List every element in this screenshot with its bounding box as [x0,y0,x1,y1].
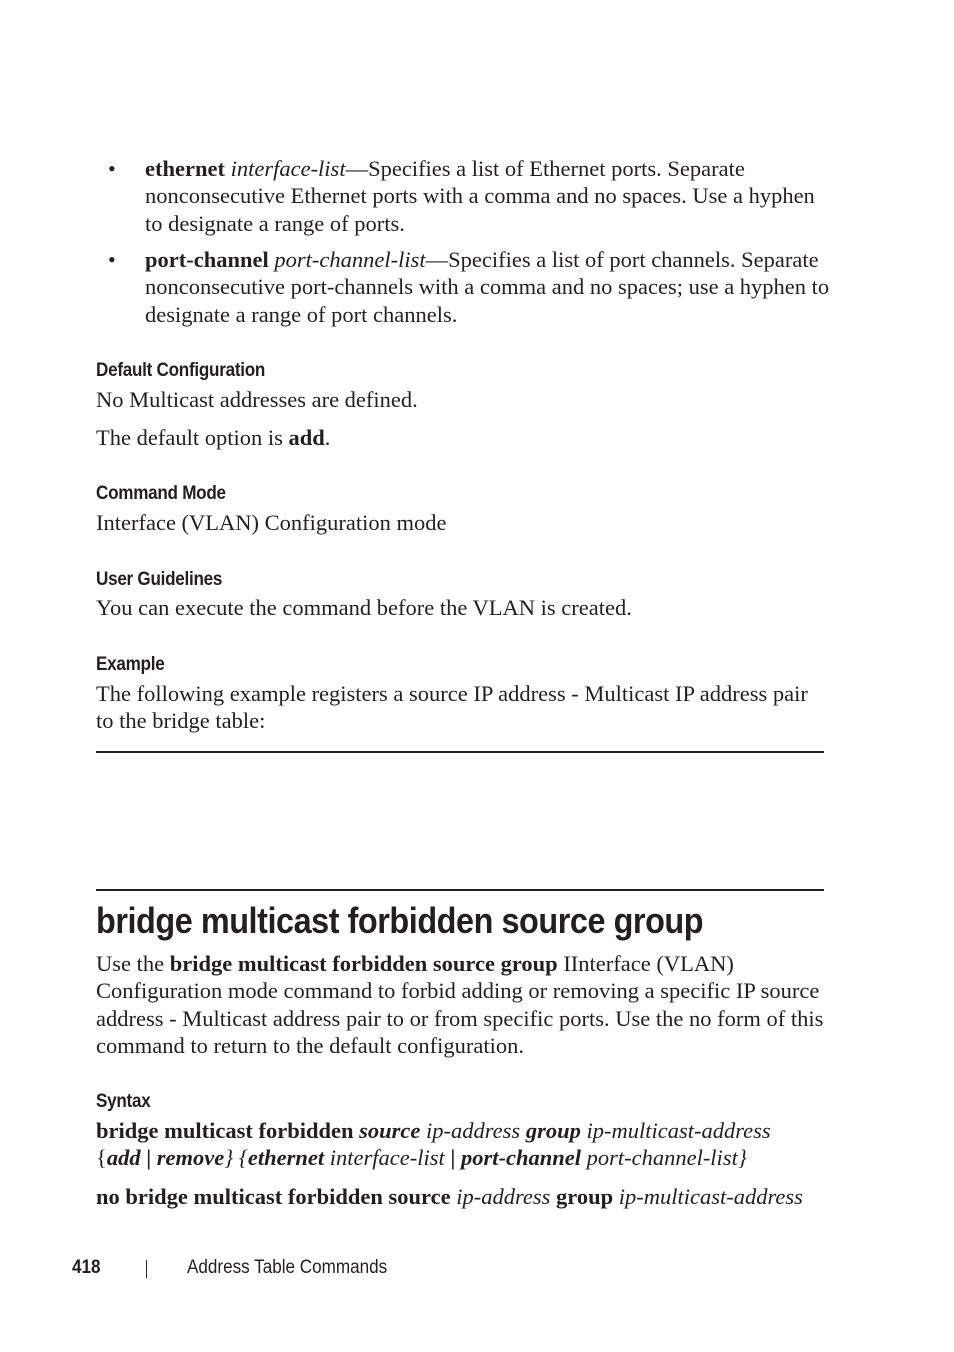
section-title: bridge multicast forbidden source group [96,900,704,941]
bullet-port-channel [145,246,835,328]
heading-user-guidelines: User Guidelines [96,569,223,590]
divider [96,751,824,753]
bullet-ethernet [145,155,835,237]
heading-syntax: Syntax [96,1091,151,1112]
syntax-param-port-channel-list: port-channel-list} [580,1145,747,1170]
bullet-desc: —Specifies a list of port channels. Separate nonconsecutive port-channels with a comma and no spaces; use a hyphen to designate a range of port channels. [145,247,830,327]
syntax-keyword-add: add [106,1145,141,1170]
syntax-brace: { [96,1145,107,1170]
example-text: The following example registers a source IP address - Multicast IP address pair to the bridge table: [96,681,808,734]
user-guidelines-text: You can execute the command before the VLAN is created. [96,595,632,620]
syntax-keyword-group: group [550,1184,619,1209]
default-option-value: add [288,425,325,450]
syntax-param-ip-address: ip-address [456,1184,551,1209]
intro-prefix: Use the [96,951,170,976]
footer-chapter-title: Address Table Commands [187,1257,388,1278]
syntax-param-ip-multicast-address: ip-multicast-address [618,1184,803,1209]
default-option-suffix: . [324,425,331,450]
syntax-command: bridge multicast forbidden [96,1118,360,1143]
syntax-keyword-remove: remove [156,1145,225,1170]
syntax-keyword-source: source [359,1118,421,1143]
heading-command-mode: Command Mode [96,483,226,504]
syntax-pipe: | [450,1145,461,1170]
intro-rest: IInterface (VLAN) Configuration mode command to forbid adding or removing a specific IP source address - Multicast address pair to or from specific ports. Use the no form of this command to return to the default configuration. [96,951,824,1058]
syntax-line3 [96,1183,836,1210]
syntax-param-ip-multicast-address: ip-multicast-address [580,1118,771,1143]
keyword-ethernet: ethernet [145,156,225,181]
default-config-line1: No Multicast addresses are defined. [96,387,418,412]
syntax-line1 [96,1117,836,1144]
syntax-param-interface-list: interface-list [324,1145,451,1170]
syntax-keyword-ethernet: ethernet [247,1145,325,1170]
section-intro [96,950,826,1059]
bullet-icon: • [108,247,116,272]
page-number: 418 [72,1257,101,1278]
syntax-keyword-group: group [525,1118,581,1143]
divider [96,889,824,891]
keyword-port-channel: port-channel [145,247,269,272]
syntax-keyword-port-channel: port-channel [460,1145,581,1170]
syntax-no-command: no bridge multicast forbidden source [96,1184,457,1209]
syntax-brace: } { [224,1145,248,1170]
bullet-icon: • [108,156,116,181]
command-mode-text: Interface (VLAN) Configuration mode [96,510,447,535]
heading-default-configuration: Default Configuration [96,360,266,381]
heading-example: Example [96,654,165,675]
syntax-pipe: | [140,1145,157,1170]
syntax-line2 [96,1144,836,1171]
default-config-line2 [96,424,836,451]
param-interface-list: interface-list [230,156,346,181]
syntax-param-ip-address: ip-address [420,1118,526,1143]
param-port-channel-list: port-channel-list [274,247,426,272]
default-option-prefix: The default option is [96,425,289,450]
intro-command: bridge multicast forbidden source group [169,951,558,976]
bullet-desc: —Specifies a list of Ethernet ports. Separate nonconsecutive Ethernet ports with a comma and no spaces. Use a hyphen to designate a range of ports. [145,156,815,236]
footer-separator [146,1260,147,1278]
